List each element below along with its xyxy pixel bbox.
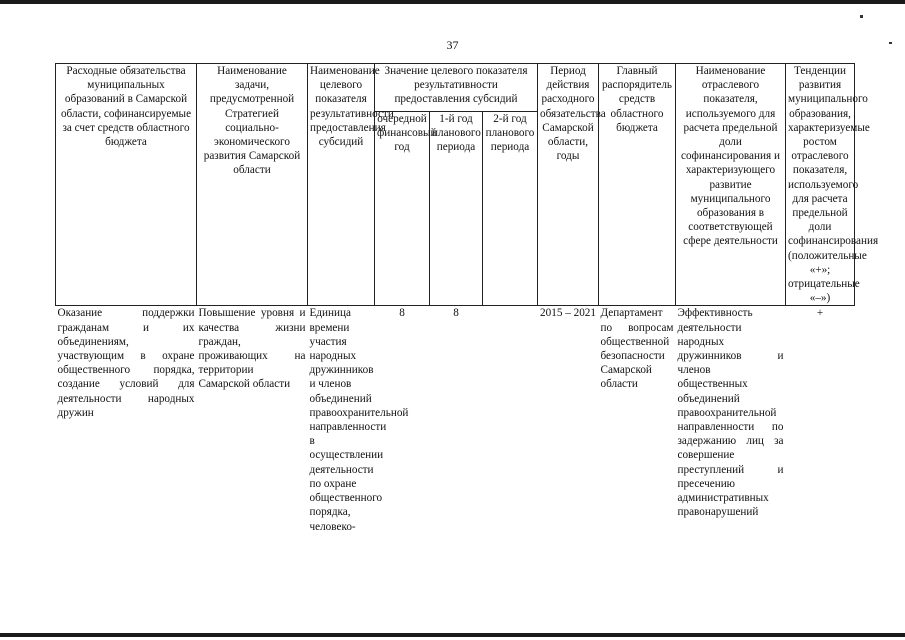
header-next-fiscal-year: очередной финансовый год xyxy=(375,111,430,306)
header-budget-administrator: Главный распорядитель средств областного бюджета xyxy=(599,64,676,306)
header-target-indicator: Наименование целевого показателя результативности предоставления субсидий xyxy=(308,64,375,306)
bottom-border-line xyxy=(0,633,905,637)
header-plan-year-1: 1-й год планового периода xyxy=(430,111,483,306)
header-period: Период действия расходного обязательства Самарской области, годы xyxy=(538,64,599,306)
cell-value-next-year: 8 xyxy=(375,306,430,534)
cell-period: 2015 – 2021 xyxy=(538,306,599,534)
header-sector-indicator: Наименование отраслевого показателя, используемого для расчета предельной доли софинансирования и характеризующего развитие муниципального образования в соответствующей сфере деятельности xyxy=(676,64,786,306)
cell-value-plan-year-2 xyxy=(483,306,538,534)
cell-target-indicator: Единица времени участия народных дружинников и членов объединений правоохранительной направленности в осуществлении деятельности по охране общественного порядка, человеко- xyxy=(309,307,409,533)
page-number: 37 xyxy=(446,38,459,52)
scan-speck xyxy=(860,15,863,18)
cell-budget-administrator: Департамент по вопросам общественной безопасности Самарской области xyxy=(599,306,676,534)
top-border-line xyxy=(0,0,905,4)
cell-strategy-task: Повышение уровня и качества жизни граждан, проживающих на территории Самарской области xyxy=(197,306,308,534)
cell-expenditure-obligation: Оказание поддержки гражданам и их объединениям, участвующим в охране общественного порядка, создание условий для деятельности народных дружин xyxy=(56,306,197,534)
cell-development-trend: + xyxy=(786,306,855,534)
table-row xyxy=(56,306,855,534)
header-expenditure-obligations: Расходные обязательства муниципальных образований в Самарской области, софинансируемые за счет средств областного бюджета xyxy=(56,64,197,306)
cell-sector-indicator: Эффективность деятельности народных дружинников и членов общественных объединений правоохранительной направленности по задержанию лиц за совершение преступлений и пресечению административных правонарушений xyxy=(676,306,786,534)
header-row xyxy=(56,64,855,112)
header-indicator-value-group: Значение целевого показателя результативности предоставления субсидий xyxy=(375,64,538,112)
header-plan-year-2: 2-й год планового периода xyxy=(483,111,538,306)
cell-value-plan-year-1: 8 xyxy=(430,306,483,534)
header-development-trend: Тенденции развития муниципального образования, характеризуемые ростом отраслевого показателя, используемого для расчета предельной доли софинансирования (положительные «+»; отрицательные «–») xyxy=(786,64,855,306)
header-strategy-task: Наименование задачи, предусмотренной Стратегией социально-экономического развития Самарской области xyxy=(197,64,308,306)
subsidy-table xyxy=(55,63,879,534)
